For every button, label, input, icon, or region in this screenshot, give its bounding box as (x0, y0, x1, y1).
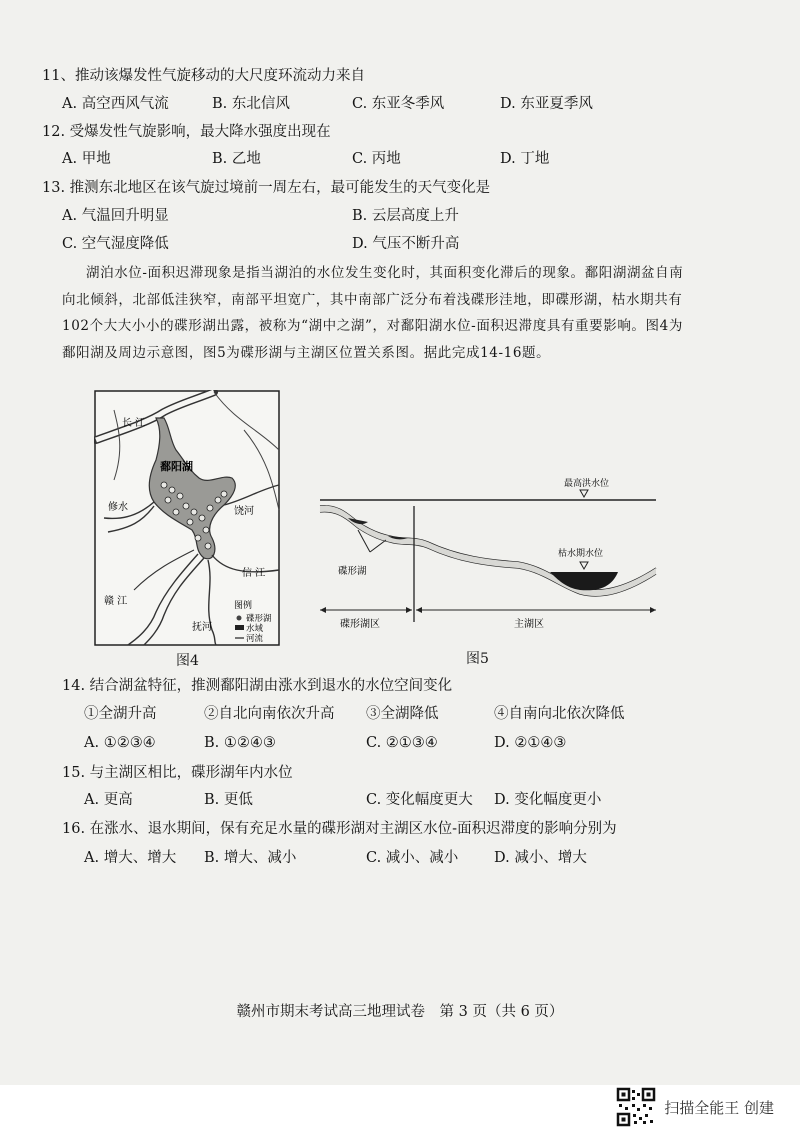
q16-option-d: D. 减小、增大 (494, 850, 587, 866)
label-ganjiang: 赣 江 (104, 596, 128, 607)
q14-option-c: C. ②①③④ (366, 735, 438, 751)
q13-option-d: D. 气压不断升高 (352, 236, 460, 252)
label-main-area: 主湖区 (514, 619, 544, 630)
page-footer: 赣州市期末考试高三地理试卷 第 3 页（共 6 页） (236, 1004, 564, 1020)
figure-4-caption: 图4 (176, 653, 199, 669)
q14-choice-4: ④自南向北依次降低 (494, 706, 625, 722)
label-flood-level: 最高洪水位 (564, 479, 610, 489)
figure-5-section (318, 470, 663, 630)
q14-choice-2: ②自北向南依次升高 (204, 706, 335, 722)
qr-code-icon (616, 1087, 656, 1127)
q15-option-b: B. 更低 (204, 792, 253, 808)
q16-option-c: C. 减小、减小 (366, 850, 459, 866)
q11-option-a: A. 高空西风气流 (62, 96, 169, 112)
q15-option-a: A. 更高 (84, 792, 133, 808)
legend-river: 河流 (246, 634, 264, 644)
q13-option-b: B. 云层高度上升 (352, 208, 459, 224)
q13-option-c: C. 空气湿度降低 (62, 236, 169, 252)
q11-option-b: B. 东北信风 (212, 96, 290, 112)
label-poyang-lake: 鄱阳湖 (160, 460, 193, 473)
q14-option-b: B. ①②④③ (204, 735, 276, 751)
label-changjiang: 长 江 (122, 418, 146, 429)
legend-dish-lake-icon (237, 616, 242, 621)
q14-option-d: D. ②①④③ (494, 735, 567, 751)
main-lake-water (550, 572, 618, 590)
q12-option-a: A. 甲地 (62, 151, 111, 167)
label-dry-level: 枯水期水位 (558, 549, 604, 559)
question-12-stem: 12. 受爆发性气旋影响，最大降水强度出现在 (42, 124, 331, 140)
q11-option-d: D. 东亚夏季风 (500, 96, 593, 112)
q12-option-c: C. 丙地 (352, 151, 401, 167)
q14-option-a: A. ①②③④ (84, 735, 156, 751)
label-xiushui: 修水 (108, 502, 128, 513)
question-13-stem: 13. 推测东北地区在该气旋过境前一周左右，最可能发生的天气变化是 (42, 180, 491, 196)
figure-4-map (94, 390, 280, 646)
legend-dish-lake: 碟形湖 (246, 614, 272, 624)
main-area-arrow-left (416, 607, 422, 613)
question-11-stem: 11、推动该爆发性气旋移动的大尺度环流动力来自 (42, 68, 365, 84)
dish-area-arrow-right (406, 607, 412, 613)
q11-option-c: C. 东亚冬季风 (352, 96, 445, 112)
q13-option-a: A. 气温回升明显 (62, 208, 169, 224)
legend-water: 水域 (246, 624, 264, 634)
q15-option-c: C. 变化幅度更大 (366, 792, 473, 808)
question-16-stem: 16. 在涨水、退水期间，保有充足水量的碟形湖对主湖区水位-面积迟滞度的影响分别为 (62, 821, 617, 837)
label-fuhe: 抚河 (192, 622, 212, 633)
label-xinjiang: 信 江 (242, 568, 266, 579)
dry-level-marker (580, 562, 588, 569)
label-raohe: 饶河 (234, 506, 254, 517)
q16-option-b: B. 增大、减小 (204, 850, 297, 866)
q12-option-d: D. 丁地 (500, 151, 550, 167)
q15-option-d: D. 变化幅度更小 (494, 792, 602, 808)
reading-passage: 湖泊水位-面积迟滞现象是指当湖泊的水位发生变化时，其面积变化滞后的现象。鄱阳湖湖盆自南向北倾斜，北部低洼狭窄，南部平坦宽广，其中南部广泛分布着浅碟形洼地，即碟形湖，枯水期共有102个大大小小的碟形湖出露，被称为“湖中之湖”，对鄱阳湖水位-面积迟滞度具有重要影响。图4为鄱阳湖及周边示意图，图5为碟形湖与主湖区位置关系图。据此完成14-16题。 (62, 265, 684, 361)
watermark-text: 扫描全能王 创建 (664, 1098, 774, 1117)
main-area-arrow-right (650, 607, 656, 613)
q14-choice-1: ①全湖升高 (84, 706, 157, 722)
q12-option-b: B. 乙地 (212, 151, 261, 167)
flood-level-marker (580, 490, 588, 497)
label-dish-area: 碟形湖区 (340, 619, 380, 630)
legend-title: 图例 (234, 601, 253, 611)
question-14-stem: 14. 结合湖盆特征，推测鄱阳湖由涨水到退水的水位空间变化 (62, 678, 453, 694)
q16-option-a: A. 增大、增大 (84, 850, 177, 866)
figure-5-caption: 图5 (466, 651, 489, 667)
question-15-stem: 15. 与主湖区相比，碟形湖年内水位 (62, 765, 293, 781)
scanner-watermark (616, 1087, 774, 1127)
label-dish-lake: 碟形湖 (338, 566, 367, 577)
dish-lake-pointer-2 (370, 540, 386, 552)
dish-area-arrow-left (320, 607, 326, 613)
legend-water-icon (235, 625, 244, 630)
q14-choice-3: ③全湖降低 (366, 706, 439, 722)
